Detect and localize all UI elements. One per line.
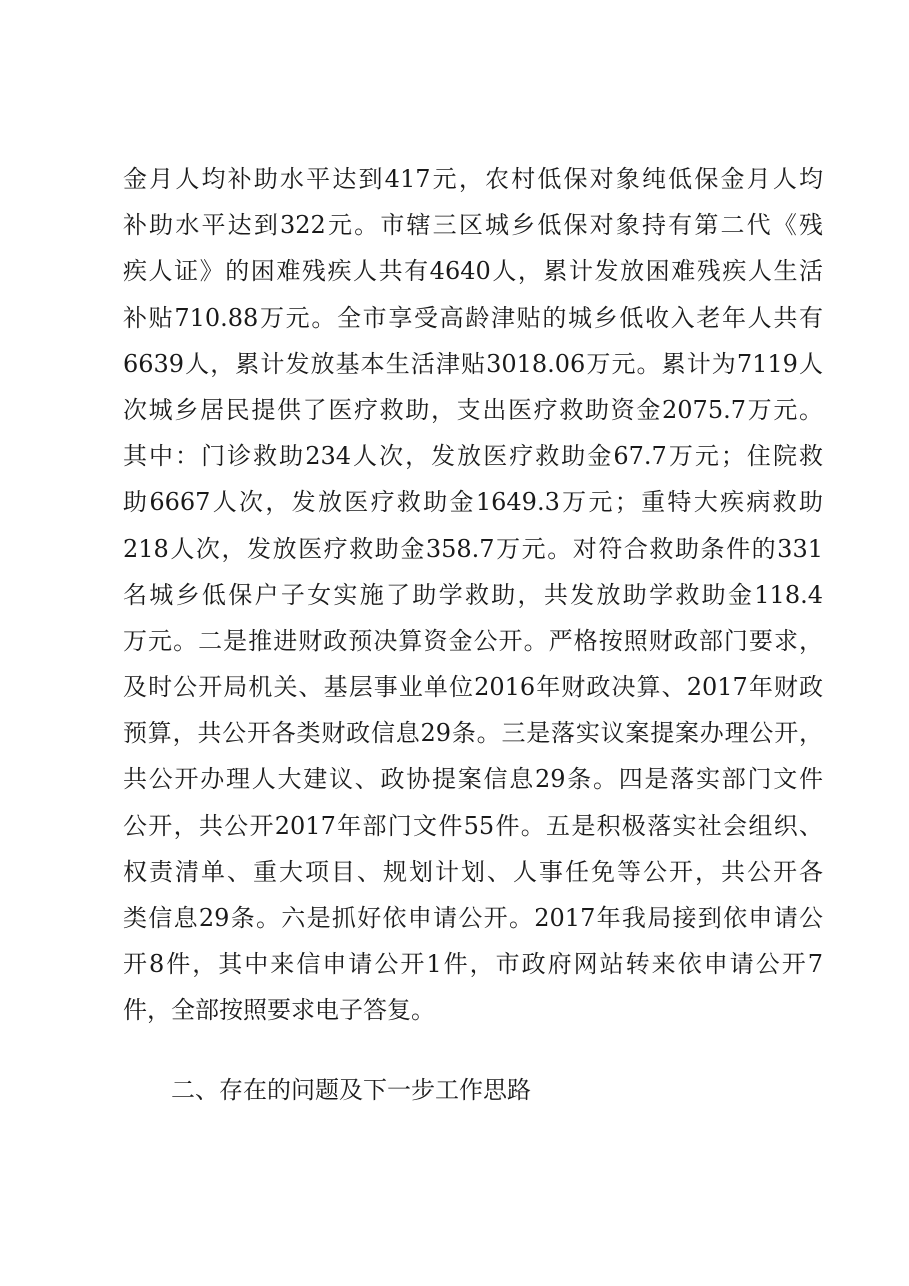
paragraph-line: 218人次，发放医疗救助金358.7万元。对符合救助条件的331 — [123, 534, 823, 563]
paragraph-line: 预算，共公开各类财政信息29条。三是落实议案提案办理公开， — [123, 719, 823, 748]
paragraph-line: 次城乡居民提供了医疗救助，支出医疗救助资金2075.7万元。 — [123, 395, 823, 424]
paragraph-line: 件，全部按照要求电子答复。 — [123, 996, 435, 1025]
paragraph-line: 疾人证》的困难残疾人共有4640人，累计发放困难残疾人生活 — [123, 257, 823, 286]
paragraph-line: 6639人，累计发放基本生活津贴3018.06万元。累计为7119人 — [123, 349, 823, 378]
body-paragraph — [123, 156, 823, 1034]
paragraph-line: 其中：门诊救助234人次，发放医疗救助金67.7万元；住院救 — [123, 442, 823, 471]
paragraph-line: 权责清单、重大项目、规划计划、人事任免等公开，共公开各 — [123, 857, 823, 886]
paragraph-line: 开8件，其中来信申请公开1件，市政府网站转来依申请公开7 — [123, 950, 823, 979]
paragraph-line: 及时公开局机关、基层事业单位2016年财政决算、2017年财政 — [123, 673, 823, 702]
paragraph-line: 补助水平达到322元。市辖三区城乡低保对象持有第二代《残 — [123, 211, 823, 240]
paragraph-line: 金月人均补助水平达到417元，农村低保对象纯低保金月人均 — [123, 165, 823, 193]
paragraph-line: 类信息29条。六是抓好依申请公开。2017年我局接到依申请公 — [123, 904, 823, 932]
paragraph-line: 共公开办理人大建议、政协提案信息29条。四是落实部门文件 — [123, 765, 823, 794]
paragraph-line: 补贴710.88万元。全市享受高龄津贴的城乡低收入老年人共有 — [123, 303, 823, 332]
section-heading: 二、存在的问题及下一步工作思路 — [171, 1076, 531, 1104]
paragraph-line: 万元。二是推进财政预决算资金公开。严格按照财政部门要求， — [123, 626, 823, 655]
paragraph-line: 公开，共公开2017年部门文件55件。五是积极落实社会组织、 — [123, 811, 823, 840]
paragraph-line: 名城乡低保户子女实施了助学救助，共发放助学救助金118.4 — [123, 580, 823, 609]
paragraph-line: 助6667人次，发放医疗救助金1649.3万元；重特大疾病救助 — [123, 488, 823, 517]
